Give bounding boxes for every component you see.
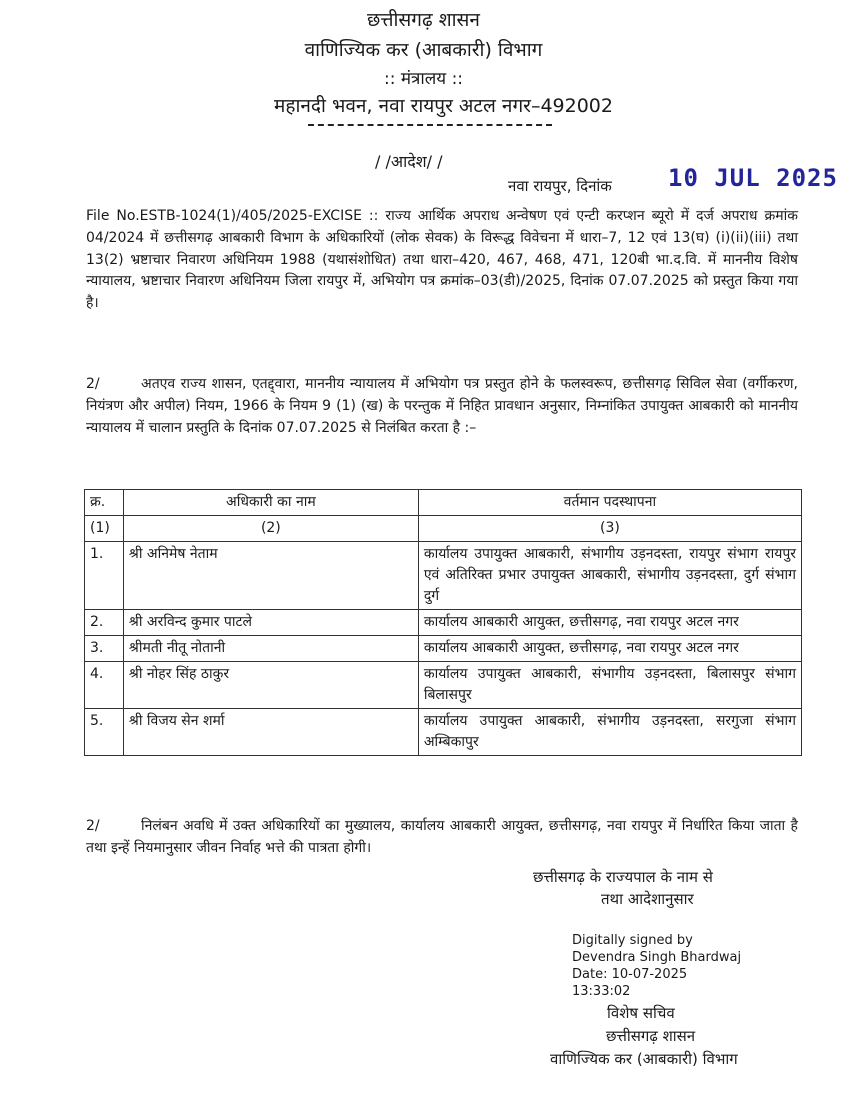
row-name: श्री अनिमेष नेताम xyxy=(123,542,418,610)
paragraph-2 xyxy=(86,374,798,439)
row-sno: 3. xyxy=(85,636,124,662)
digital-signature xyxy=(572,932,741,1000)
row-name: श्री नोहर सिंह ठाकुर xyxy=(123,662,418,709)
signatory-government: छत्तीसगढ़ शासन xyxy=(606,1027,696,1045)
row-posting: कार्यालय उपायुक्त आबकारी, संभागीय उड़नदस्ता, रायपुर संभाग रायपुर एवं अतिरिक्त प्रभार उपायुक्त आबकारी, संभागीय उड़नदस्ता, दुर्ग संभाग दुर्ग xyxy=(418,542,801,610)
paragraph-2-number: 2/ xyxy=(86,376,100,392)
paragraph-3 xyxy=(86,816,798,860)
header-divider xyxy=(308,124,552,126)
row-sno: 1. xyxy=(85,542,124,610)
column-number-1: (1) xyxy=(85,516,124,542)
table-row xyxy=(85,709,802,756)
digital-signature-time: 13:33:02 xyxy=(572,984,631,999)
table-row xyxy=(85,636,802,662)
row-name: श्री विजय सेन शर्मा xyxy=(123,709,418,756)
order-title: / /आदेश/ / xyxy=(375,152,443,171)
table-column-numbers-row xyxy=(85,516,802,542)
row-posting: कार्यालय आबकारी आयुक्त, छत्तीसगढ़, नवा रायपुर अटल नगर xyxy=(418,610,801,636)
table-header-row xyxy=(85,490,802,516)
column-number-2: (2) xyxy=(123,516,418,542)
header-sno: क्र. xyxy=(85,490,124,516)
suspended-officers-table xyxy=(84,489,802,756)
digital-signature-line-1: Digitally signed by xyxy=(572,933,693,948)
header-address: महानदी भवन, नवा रायपुर अटल नगर–492002 xyxy=(274,95,613,117)
row-posting: कार्यालय उपायुक्त आबकारी, संभागीय उड़नदस्ता, सरगुजा संभाग अम्बिकापुर xyxy=(418,709,801,756)
row-posting: कार्यालय आबकारी आयुक्त, छत्तीसगढ़, नवा रायपुर अटल नगर xyxy=(418,636,801,662)
row-sno: 5. xyxy=(85,709,124,756)
digital-signature-name: Devendra Singh Bhardwaj xyxy=(572,950,742,965)
table-row xyxy=(85,662,802,709)
table-row xyxy=(85,542,802,610)
date-stamp: 10 JUL 2025 xyxy=(668,164,838,192)
authority-line-1: छत्तीसगढ़ के राज्यपाल के नाम से xyxy=(533,868,713,886)
row-name: श्रीमती नीतू नोतानी xyxy=(123,636,418,662)
column-number-3: (3) xyxy=(418,516,801,542)
table-row xyxy=(85,610,802,636)
authority-line-2: तथा आदेशानुसार xyxy=(601,890,694,908)
row-sno: 4. xyxy=(85,662,124,709)
row-posting: कार्यालय उपायुक्त आबकारी, संभागीय उड़नदस्ता, बिलासपुर संभाग बिलासपुर xyxy=(418,662,801,709)
signatory-designation: विशेष सचिव xyxy=(607,1004,675,1022)
paragraph-3-text: निलंबन अवधि में उक्त अधिकारियों का मुख्यालय, कार्यालय आबकारी आयुक्त, छत्तीसगढ़, नवा रायपुर में निर्धारित किया जाता है तथा इन्हें नियमानुसार जीवन निर्वाह भत्ते की पात्रता होगी। xyxy=(86,818,798,856)
row-name: श्री अरविन्द कुमार पाटले xyxy=(123,610,418,636)
paragraph-2-text: अतएव राज्य शासन, एतद्द्वारा, माननीय न्यायालय में अभियोग पत्र प्रस्तुत होने के फलस्वरूप, छत्तीसगढ़ सिविल सेवा (वर्गीकरण, नियंत्रण और अपील) नियम, 1966 के नियम 9 (1) (ख) के परन्तुक में निहित प्रावधान अनुसार, निम्नांकित उपायुक्त आबकारी को माननीय न्यायालय में चालान प्रस्तुति के दिनांक 07.07.2025 से निलंबित करता है :– xyxy=(86,376,798,436)
digital-signature-date: Date: 10-07-2025 xyxy=(572,967,688,982)
header-government: छत्तीसगढ़ शासन xyxy=(367,9,480,31)
row-sno: 2. xyxy=(85,610,124,636)
header-department: वाणिज्यिक कर (आबकारी) विभाग xyxy=(304,39,543,61)
paragraph-1: File No.ESTB-1024(1)/405/2025-EXCISE :: राज्य आर्थिक अपराध अन्वेषण एवं एन्टी करप्शन ब्यूरो में दर्ज अपराध क्रमांक 04/2024 में छत्तीसगढ़ आबकारी विभाग के अधिकारियों (लोक सेवक) के विरूद्ध विवेचना में धारा–7, 12 एवं 13(घ) (i)(ii)(iii) तथा 13(2) भ्रष्टाचार निवारण अधिनियम 1988 (यथासंशोधित) तथा धारा–420, 467, 468, 471, 120बी भा.द.वि. में माननीय विशेष न्यायालय, भ्रष्टाचार निवारण अधिनियम जिला रायपुर में, अभियोग पत्र क्रमांक–03(डी)/2025, दिनांक 07.07.2025 को प्रस्तुत किया गया है। xyxy=(86,208,798,312)
authority-line xyxy=(533,866,793,910)
header-ministry: :: मंत्रालय :: xyxy=(383,69,464,89)
place-date-label: नवा रायपुर, दिनांक xyxy=(508,177,612,195)
signatory-department: वाणिज्यिक कर (आबकारी) विभाग xyxy=(550,1050,738,1068)
paragraph-3-number: 2/ xyxy=(86,818,100,834)
header-posting: वर्तमान पदस्थापना xyxy=(418,490,801,516)
header-name: अधिकारी का नाम xyxy=(123,490,418,516)
